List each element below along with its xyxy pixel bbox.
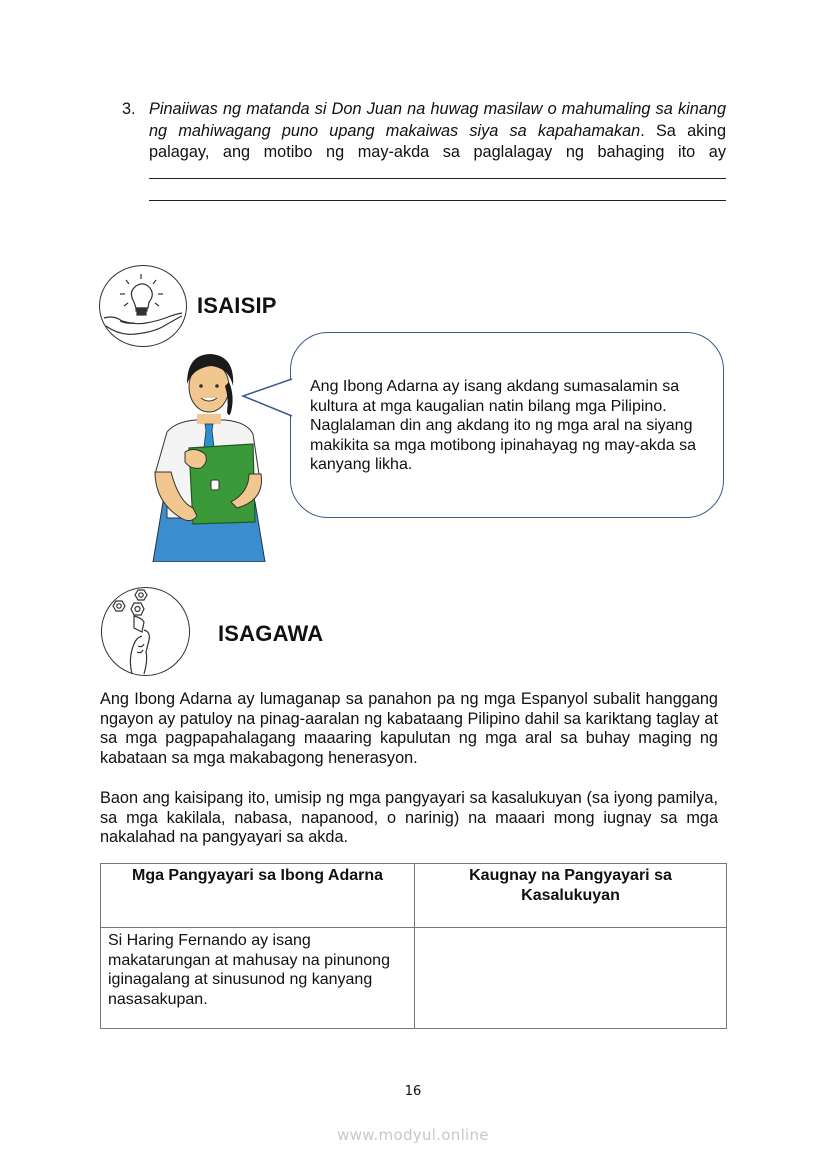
question-3 bbox=[122, 99, 726, 164]
answer-line-1[interactable] bbox=[149, 178, 726, 179]
table-header-related-text: Kaugnay na Pangyayari sa Kasalukuyan bbox=[469, 867, 672, 904]
events-table bbox=[100, 863, 727, 1029]
hand-nuts-bolts-icon bbox=[101, 587, 190, 676]
table-header-row bbox=[101, 864, 727, 928]
table-row bbox=[101, 928, 727, 1029]
question-text bbox=[149, 99, 726, 164]
section-heading-isaisip: ISAISIP bbox=[197, 293, 277, 318]
table-cell-answer[interactable] bbox=[415, 928, 727, 1029]
bubble-text: Ang Ibong Adarna ay isang akdang sumasalamin sa kultura at mga kaugalian natin bilang mga Pilipino. Naglalaman din ang akdang ito ng mga aral na siyang makikita sa mga motibong ipinahayag ng may-akda sa kanyang likha. bbox=[310, 378, 696, 474]
question-number: 3. bbox=[122, 100, 136, 118]
lightbulb-hand-icon bbox=[99, 265, 187, 347]
watermark: www.modyul.online bbox=[337, 1126, 489, 1144]
question-italic-text: Pinaiiwas ng matanda si Don Juan na huwag masilaw o mahumaling sa kinang ng mahiwagang puno upang makaiwas siya sa kapahamakan bbox=[149, 100, 726, 140]
table-cell-event bbox=[101, 928, 415, 1029]
speech-bubble-tail bbox=[240, 375, 294, 425]
isagawa-paragraph-2: Baon ang kaisipang ito, umisip ng mga pangyayari sa kasalukuyan (sa iyong pamilya, sa mga kakilala, nabasa, napanood, o narinig) na maaari mong iugnay sa mga nakalahad na pangyayari sa akda. bbox=[100, 789, 718, 847]
table-header-related bbox=[415, 864, 727, 928]
question-normal-text: . Sa aking palagay, ang motibo ng may-akda sa paglalagay ng bahaging ito ay bbox=[149, 121, 726, 161]
table-header-events: Mga Pangyayari sa Ibong Adarna bbox=[101, 864, 415, 928]
page-number: 16 bbox=[404, 1084, 422, 1099]
section-heading-isagawa: ISAGAWA bbox=[218, 621, 324, 646]
table-cell-event-text: Si Haring Fernando ay isang makatarungan at mahusay na pinunong iginagalang at sinusunod ng kanyang nasasakupan. bbox=[108, 932, 390, 1008]
answer-line-2[interactable] bbox=[149, 200, 726, 201]
isagawa-paragraph-1: Ang Ibong Adarna ay lumaganap sa panahon pa ng mga Espanyol subalit hanggang ngayon ay patuloy na pinag-aaralan ng kabataang Pilipino dahil sa kariktang taglay at sa mga pagpapahalagang maaaring kapulutan ng mga aral sa buhay maging ng kabataan sa mga makabagong henerasyon. bbox=[100, 690, 718, 767]
